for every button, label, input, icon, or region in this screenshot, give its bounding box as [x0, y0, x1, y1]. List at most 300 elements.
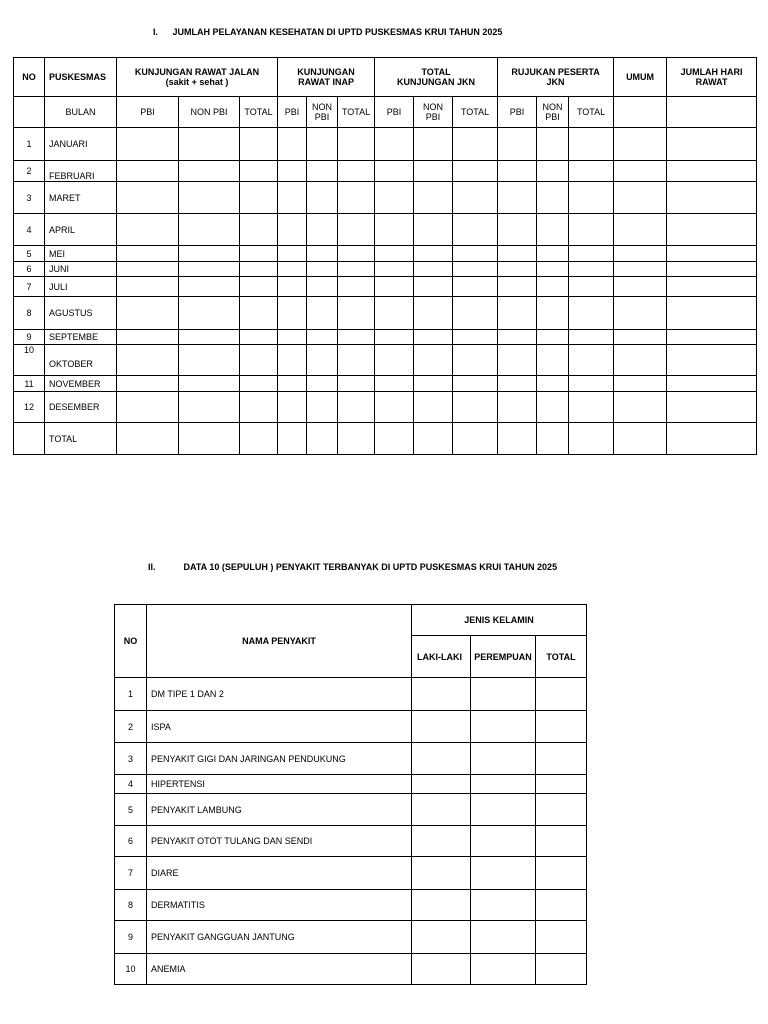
- laki-laki-header: LAKI-LAKI: [412, 636, 471, 678]
- disease-name: PENYAKIT OTOT TULANG DAN SENDI: [147, 826, 412, 857]
- data-cell: [179, 128, 240, 161]
- data-cell: [453, 262, 498, 277]
- data-cell: [614, 376, 667, 392]
- data-cell: [179, 423, 240, 455]
- data-cell: [179, 297, 240, 330]
- disease-number: 1: [115, 678, 147, 711]
- data-cell: [569, 214, 614, 246]
- data-cell: [414, 297, 453, 330]
- data-cell: [537, 423, 569, 455]
- data-cell: [537, 297, 569, 330]
- disease-number: 5: [115, 794, 147, 826]
- rj-non-pbi-header: NON PBI: [179, 97, 240, 128]
- data-cell: [240, 330, 278, 345]
- data-cell: [278, 297, 307, 330]
- rp-non-pbi-header: [537, 97, 569, 128]
- data-cell: [453, 345, 498, 376]
- data-cell: [14, 423, 45, 455]
- data-cell: [338, 262, 375, 277]
- section-2-number: II.: [148, 562, 156, 572]
- data-cell: [179, 277, 240, 297]
- row-number: 7: [14, 277, 45, 297]
- data-cell: [498, 128, 537, 161]
- table-row: [14, 345, 757, 376]
- data-cell: [614, 214, 667, 246]
- total-label: TOTAL: [45, 423, 117, 455]
- data-cell: [278, 246, 307, 262]
- disease-total-header: TOTAL: [536, 636, 587, 678]
- data-cell: [278, 277, 307, 297]
- data-cell: [375, 392, 414, 423]
- data-cell: [667, 376, 757, 392]
- data-cell: [179, 182, 240, 214]
- hari-rawat-line2: RAWAT: [695, 77, 728, 87]
- data-cell: [471, 678, 536, 711]
- data-cell: [471, 890, 536, 921]
- data-cell: [307, 161, 338, 182]
- tk-pbi-line: PBI: [425, 112, 441, 122]
- data-cell: [614, 330, 667, 345]
- data-cell: [614, 392, 667, 423]
- data-cell: [414, 277, 453, 297]
- ri-non-line: NON: [312, 102, 333, 112]
- data-cell: [569, 246, 614, 262]
- data-cell: [240, 376, 278, 392]
- data-cell: [338, 330, 375, 345]
- rawat-jalan-line1: KUNJUNGAN RAWAT JALAN: [134, 67, 260, 77]
- data-cell: [307, 392, 338, 423]
- disease-name: PENYAKIT LAMBUNG: [147, 794, 412, 826]
- data-cell: [338, 345, 375, 376]
- data-cell: [179, 330, 240, 345]
- data-cell: [375, 376, 414, 392]
- col-rujukan-header: [498, 58, 614, 97]
- data-cell: [117, 128, 179, 161]
- data-cell: [569, 423, 614, 455]
- rawat-inap-line2: RAWAT INAP: [298, 77, 354, 87]
- data-cell: [498, 182, 537, 214]
- data-cell: [498, 423, 537, 455]
- data-cell: [414, 161, 453, 182]
- data-cell: [338, 423, 375, 455]
- disease-name: ANEMIA: [147, 954, 412, 985]
- rp-pbi-line: PBI: [545, 112, 560, 122]
- data-cell: [307, 423, 338, 455]
- data-cell: [240, 423, 278, 455]
- data-cell: [179, 161, 240, 182]
- data-cell: [375, 161, 414, 182]
- data-cell: [240, 277, 278, 297]
- data-cell: [498, 277, 537, 297]
- rp-non-line: NON: [542, 102, 563, 112]
- data-cell: [614, 128, 667, 161]
- disease-col-no-header: NO: [115, 605, 147, 678]
- header-cell: [614, 97, 667, 128]
- disease-row: [115, 743, 587, 775]
- data-cell: [338, 297, 375, 330]
- data-cell: [240, 297, 278, 330]
- table-row: [14, 246, 757, 262]
- month-name: FEBRUARI: [45, 161, 117, 182]
- data-cell: [375, 423, 414, 455]
- data-cell: [569, 262, 614, 277]
- disease-number: 8: [115, 890, 147, 921]
- data-cell: [240, 128, 278, 161]
- tk-non-pbi-header: [414, 97, 453, 128]
- month-name: AGUSTUS: [45, 297, 117, 330]
- tk-total-header: TOTAL: [453, 97, 498, 128]
- tk-non-line: NON: [423, 102, 444, 112]
- disease-row: [115, 890, 587, 921]
- data-cell: [117, 277, 179, 297]
- data-cell: [537, 182, 569, 214]
- disease-row: [115, 711, 587, 743]
- total-jkn-line1: TOTAL: [421, 67, 451, 77]
- data-cell: [375, 182, 414, 214]
- data-cell: [240, 182, 278, 214]
- data-cell: [338, 161, 375, 182]
- data-cell: [453, 246, 498, 262]
- data-cell: [453, 376, 498, 392]
- data-cell: [307, 214, 338, 246]
- data-cell: [536, 857, 587, 890]
- data-cell: [338, 182, 375, 214]
- data-cell: [117, 376, 179, 392]
- disease-row: [115, 678, 587, 711]
- data-cell: [179, 246, 240, 262]
- disease-row: [115, 826, 587, 857]
- table-row: [14, 262, 757, 277]
- data-cell: [375, 277, 414, 297]
- data-cell: [117, 345, 179, 376]
- data-cell: [338, 128, 375, 161]
- data-cell: [414, 214, 453, 246]
- data-cell: [117, 297, 179, 330]
- ri-pbi-header: PBI: [278, 97, 307, 128]
- data-cell: [536, 775, 587, 794]
- row-number: 8: [14, 297, 45, 330]
- data-cell: [667, 214, 757, 246]
- data-cell: [307, 330, 338, 345]
- month-name: SEPTEMBE: [45, 330, 117, 345]
- total-jkn-line2: KUNJUNGAN JKN: [397, 77, 476, 87]
- data-cell: [569, 376, 614, 392]
- data-cell: [536, 826, 587, 857]
- data-cell: [453, 297, 498, 330]
- data-cell: [537, 161, 569, 182]
- disease-table: [114, 604, 587, 985]
- data-cell: [278, 161, 307, 182]
- data-cell: [667, 297, 757, 330]
- data-cell: [375, 262, 414, 277]
- data-cell: [569, 297, 614, 330]
- row-number: 1: [14, 128, 45, 161]
- disease-col-name-header: NAMA PENYAKIT: [147, 605, 412, 678]
- data-cell: [569, 330, 614, 345]
- disease-name: DM TIPE 1 DAN 2: [147, 678, 412, 711]
- data-cell: [338, 376, 375, 392]
- data-cell: [412, 954, 471, 985]
- data-cell: [453, 128, 498, 161]
- disease-number: 4: [115, 775, 147, 794]
- data-cell: [307, 345, 338, 376]
- data-cell: [498, 345, 537, 376]
- data-cell: [278, 182, 307, 214]
- table-row: [14, 128, 757, 161]
- data-cell: [569, 392, 614, 423]
- section-1-number: I.: [153, 27, 159, 37]
- disease-number: 9: [115, 921, 147, 954]
- col-puskesmas-header: PUSKESMAS: [45, 58, 117, 97]
- table-row: [14, 277, 757, 297]
- disease-number: 6: [115, 826, 147, 857]
- disease-row: [115, 857, 587, 890]
- data-cell: [412, 890, 471, 921]
- table-row: [14, 182, 757, 214]
- data-cell: [278, 262, 307, 277]
- data-cell: [307, 262, 338, 277]
- disease-header-row-1: [115, 605, 587, 636]
- table-row: [14, 161, 757, 182]
- data-cell: [307, 128, 338, 161]
- perempuan-header: PEREMPUAN: [471, 636, 536, 678]
- data-cell: [471, 743, 536, 775]
- data-cell: [375, 345, 414, 376]
- rawat-jalan-line2: (sakit + sehat ): [165, 77, 229, 87]
- col-rawat-inap-header: [278, 58, 375, 97]
- rujukan-line2: JKN: [546, 77, 565, 87]
- data-cell: [569, 345, 614, 376]
- data-cell: [536, 921, 587, 954]
- row-number: 12: [14, 392, 45, 423]
- data-cell: [667, 262, 757, 277]
- data-cell: [453, 392, 498, 423]
- data-cell: [307, 246, 338, 262]
- disease-name: DERMATITIS: [147, 890, 412, 921]
- data-cell: [667, 182, 757, 214]
- data-cell: [307, 297, 338, 330]
- rujukan-line1: RUJUKAN PESERTA: [511, 67, 600, 77]
- data-cell: [117, 214, 179, 246]
- data-cell: [412, 775, 471, 794]
- ri-non-pbi-header: [307, 97, 338, 128]
- data-cell: [667, 277, 757, 297]
- data-cell: [117, 423, 179, 455]
- data-cell: [569, 182, 614, 214]
- data-cell: [537, 277, 569, 297]
- data-cell: [179, 376, 240, 392]
- tk-pbi-header: PBI: [375, 97, 414, 128]
- data-cell: [278, 423, 307, 455]
- data-cell: [453, 214, 498, 246]
- data-cell: [453, 423, 498, 455]
- data-cell: [537, 376, 569, 392]
- table-row: [14, 330, 757, 345]
- row-number: 4: [14, 214, 45, 246]
- data-cell: [375, 330, 414, 345]
- data-cell: [667, 392, 757, 423]
- data-cell: [240, 246, 278, 262]
- data-cell: [240, 345, 278, 376]
- data-cell: [414, 423, 453, 455]
- data-cell: [414, 182, 453, 214]
- col-rawat-jalan-header: [117, 58, 278, 97]
- header-cell: [14, 97, 45, 128]
- data-cell: [614, 246, 667, 262]
- data-cell: [536, 743, 587, 775]
- data-cell: [498, 161, 537, 182]
- data-cell: [412, 921, 471, 954]
- disease-row: [115, 954, 587, 985]
- data-cell: [498, 262, 537, 277]
- data-cell: [412, 678, 471, 711]
- data-cell: [338, 214, 375, 246]
- data-cell: [498, 246, 537, 262]
- data-cell: [179, 262, 240, 277]
- data-cell: [536, 890, 587, 921]
- data-cell: [278, 376, 307, 392]
- data-cell: [278, 330, 307, 345]
- data-cell: [614, 345, 667, 376]
- data-cell: [471, 954, 536, 985]
- table-row: [14, 214, 757, 246]
- section-1-heading: [153, 27, 502, 37]
- data-cell: [412, 743, 471, 775]
- data-cell: [537, 214, 569, 246]
- data-cell: [338, 277, 375, 297]
- month-name: JANUARI: [45, 128, 117, 161]
- data-cell: [117, 182, 179, 214]
- data-cell: [117, 246, 179, 262]
- month-name: JULI: [45, 277, 117, 297]
- data-cell: [278, 392, 307, 423]
- data-cell: [375, 214, 414, 246]
- data-cell: [614, 277, 667, 297]
- table-row: [14, 297, 757, 330]
- data-cell: [536, 678, 587, 711]
- data-cell: [240, 392, 278, 423]
- data-cell: [667, 161, 757, 182]
- data-cell: [414, 262, 453, 277]
- month-name: APRIL: [45, 214, 117, 246]
- month-name: NOVEMBER: [45, 376, 117, 392]
- data-cell: [471, 711, 536, 743]
- col-hari-rawat-header: [667, 58, 757, 97]
- disease-number: 7: [115, 857, 147, 890]
- disease-row: [115, 794, 587, 826]
- data-cell: [536, 954, 587, 985]
- row-number: 10: [14, 345, 45, 376]
- data-cell: [412, 857, 471, 890]
- data-cell: [117, 330, 179, 345]
- disease-number: 3: [115, 743, 147, 775]
- data-cell: [569, 161, 614, 182]
- data-cell: [414, 246, 453, 262]
- data-cell: [667, 330, 757, 345]
- data-cell: [278, 128, 307, 161]
- data-cell: [614, 297, 667, 330]
- month-name: DESEMBER: [45, 392, 117, 423]
- data-cell: [667, 128, 757, 161]
- table-row: [14, 392, 757, 423]
- data-cell: [471, 826, 536, 857]
- data-cell: [453, 330, 498, 345]
- section-1-title: JUMLAH PELAYANAN KESEHATAN DI UPTD PUSKESMAS KRUI TAHUN 2025: [172, 27, 503, 37]
- data-cell: [338, 246, 375, 262]
- data-cell: [375, 297, 414, 330]
- data-cell: [537, 392, 569, 423]
- data-cell: [414, 392, 453, 423]
- section-2-title: DATA 10 (SEPULUH ) PENYAKIT TERBANYAK DI UPTD PUSKESMAS KRUI TAHUN 2025: [183, 562, 558, 572]
- disease-row: [115, 921, 587, 954]
- data-cell: [375, 246, 414, 262]
- data-cell: [240, 161, 278, 182]
- data-cell: [414, 128, 453, 161]
- rawat-inap-line1: KUNJUNGAN: [297, 67, 355, 77]
- col-bulan-header: BULAN: [45, 97, 117, 128]
- data-cell: [569, 277, 614, 297]
- data-cell: [498, 392, 537, 423]
- header-row-1: [14, 58, 757, 97]
- header-cell: [667, 97, 757, 128]
- data-cell: [307, 376, 338, 392]
- disease-name: DIARE: [147, 857, 412, 890]
- data-cell: [537, 246, 569, 262]
- data-cell: [412, 826, 471, 857]
- data-cell: [498, 214, 537, 246]
- data-cell: [179, 392, 240, 423]
- data-cell: [537, 262, 569, 277]
- data-cell: [471, 857, 536, 890]
- disease-name: PENYAKIT GANGGUAN JANTUNG: [147, 921, 412, 954]
- data-cell: [614, 423, 667, 455]
- data-cell: [453, 182, 498, 214]
- data-cell: [307, 277, 338, 297]
- data-cell: [569, 128, 614, 161]
- data-cell: [453, 277, 498, 297]
- data-cell: [414, 330, 453, 345]
- data-cell: [536, 794, 587, 826]
- data-cell: [412, 794, 471, 826]
- rj-pbi-header: PBI: [117, 97, 179, 128]
- rp-pbi-header: PBI: [498, 97, 537, 128]
- row-number: 3: [14, 182, 45, 214]
- disease-row: [115, 775, 587, 794]
- row-number: 5: [14, 246, 45, 262]
- section-2-heading: [148, 562, 557, 572]
- data-cell: [614, 262, 667, 277]
- disease-name: HIPERTENSI: [147, 775, 412, 794]
- data-cell: [117, 262, 179, 277]
- rj-total-header: TOTAL: [240, 97, 278, 128]
- disease-name: ISPA: [147, 711, 412, 743]
- hari-rawat-line1: JUMLAH HARI: [680, 67, 743, 77]
- data-cell: [667, 246, 757, 262]
- disease-rows: [115, 678, 587, 985]
- col-umum-header: UMUM: [614, 58, 667, 97]
- data-cell: [240, 262, 278, 277]
- col-no-header: NO: [14, 58, 45, 97]
- row-number: 9: [14, 330, 45, 345]
- month-name: MEI: [45, 246, 117, 262]
- data-cell: [498, 297, 537, 330]
- month-name: OKTOBER: [45, 345, 117, 376]
- data-cell: [375, 128, 414, 161]
- data-cell: [117, 392, 179, 423]
- data-cell: [537, 128, 569, 161]
- data-cell: [537, 330, 569, 345]
- ri-total-header: TOTAL: [338, 97, 375, 128]
